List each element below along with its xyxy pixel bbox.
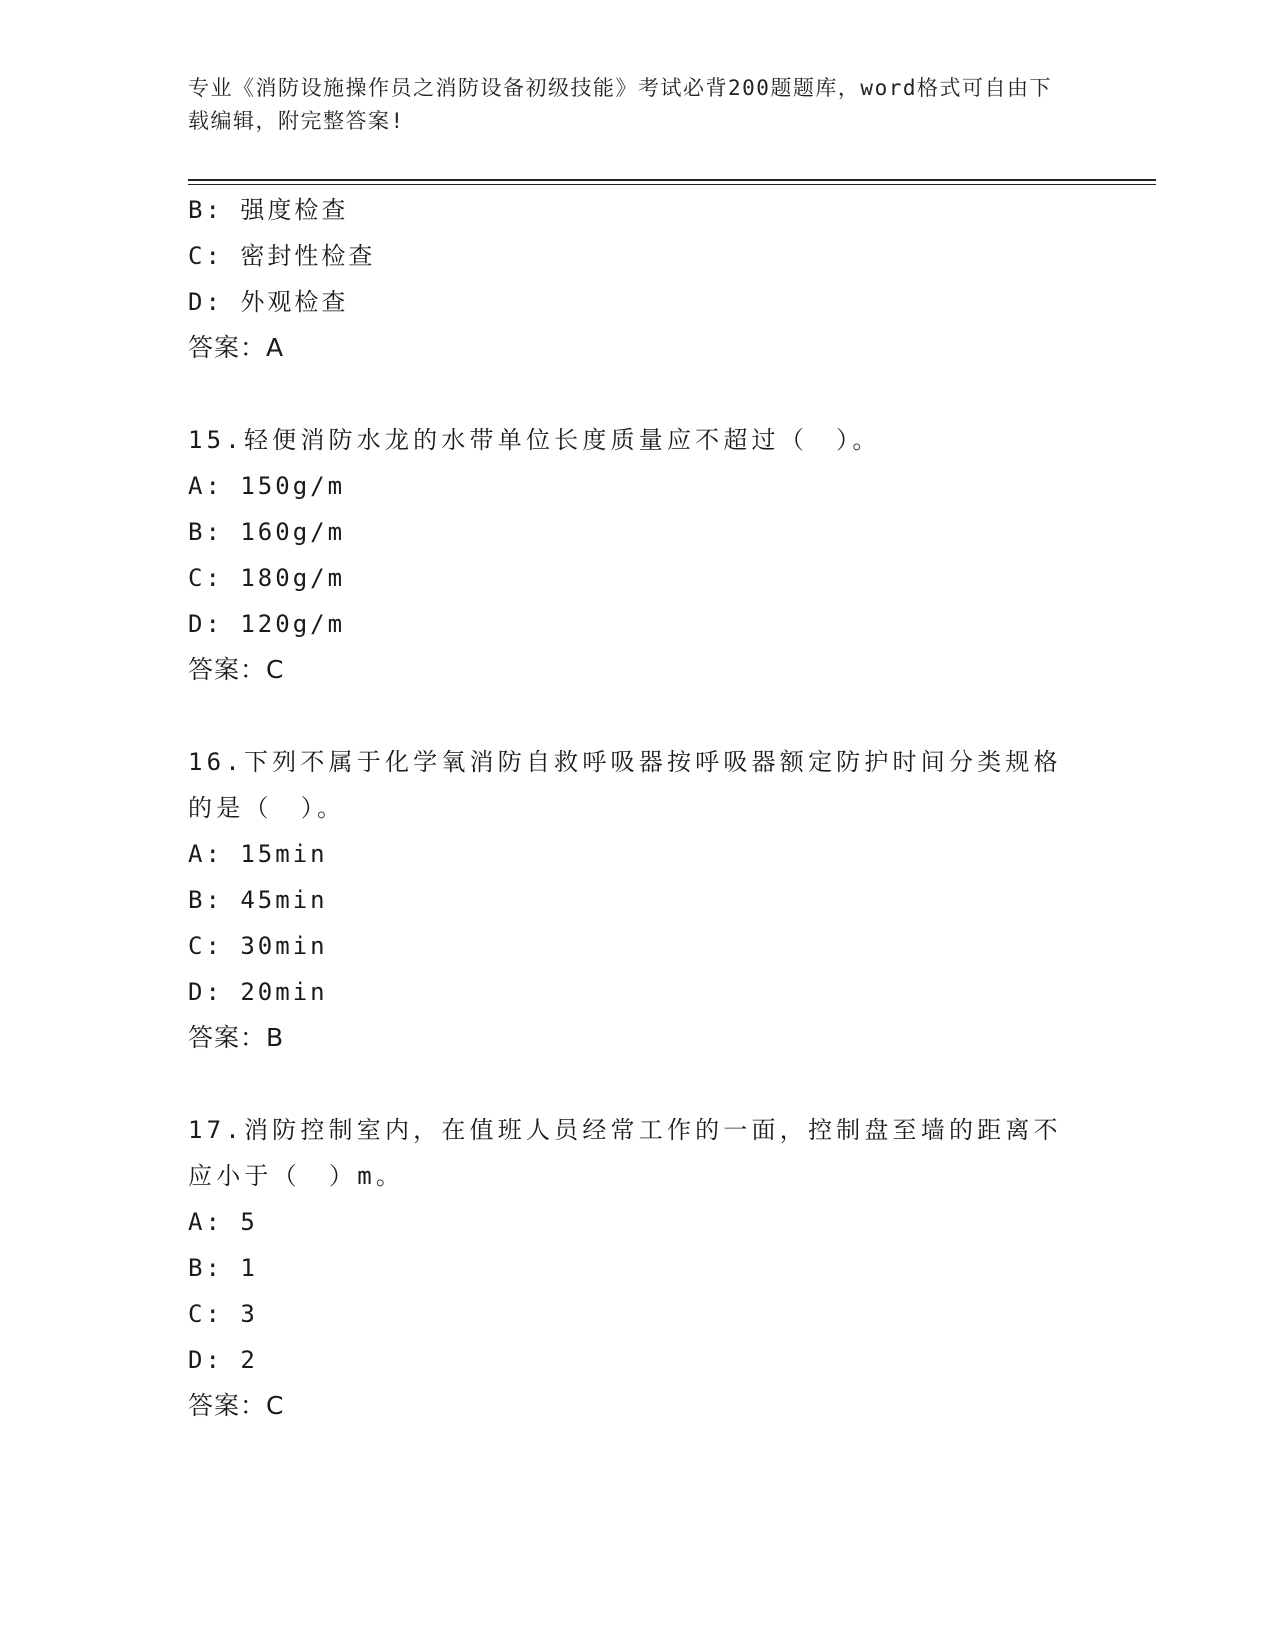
option-d: D: 2 [188, 1346, 258, 1374]
option-b: B: 45min [188, 886, 328, 914]
question-15: 15.轻便消防水龙的水带单位长度质量应不超过（ ）。 [188, 426, 881, 454]
option-c: C: 密封性检查 [188, 242, 376, 270]
option-a: A: 150g/m [188, 472, 346, 500]
option-a: A: 5 [188, 1208, 258, 1236]
document-header: 专业《消防设施操作员之消防设备初级技能》考试必背200题题库，word格式可自由下载编辑，附完整答案! [188, 76, 1052, 133]
question-17: 17.消防控制室内，在值班人员经常工作的一面，控制盘至墙的距离不应小于（ ）m。 [188, 1116, 1062, 1190]
option-a: A: 15min [188, 840, 328, 868]
option-c: C: 30min [188, 932, 328, 960]
option-b: B: 160g/m [188, 518, 346, 546]
option-c: C: 180g/m [188, 564, 346, 592]
answer-line: 答案：A [188, 333, 285, 362]
option-b: B: 1 [188, 1254, 258, 1282]
option-c: C: 3 [188, 1300, 258, 1328]
answer-line: 答案：C [188, 655, 285, 684]
option-d: D: 20min [188, 978, 328, 1006]
question-16: 16.下列不属于化学氧消防自救呼吸器按呼吸器额定防护时间分类规格的是（ ）。 [188, 748, 1062, 822]
header-divider [188, 179, 1156, 185]
answer-line: 答案：B [188, 1023, 285, 1052]
document-body [188, 187, 1088, 1429]
answer-line: 答案：C [188, 1391, 285, 1420]
option-b: B: 强度检查 [188, 196, 349, 224]
option-d: D: 外观检查 [188, 288, 349, 316]
option-d: D: 120g/m [188, 610, 346, 638]
